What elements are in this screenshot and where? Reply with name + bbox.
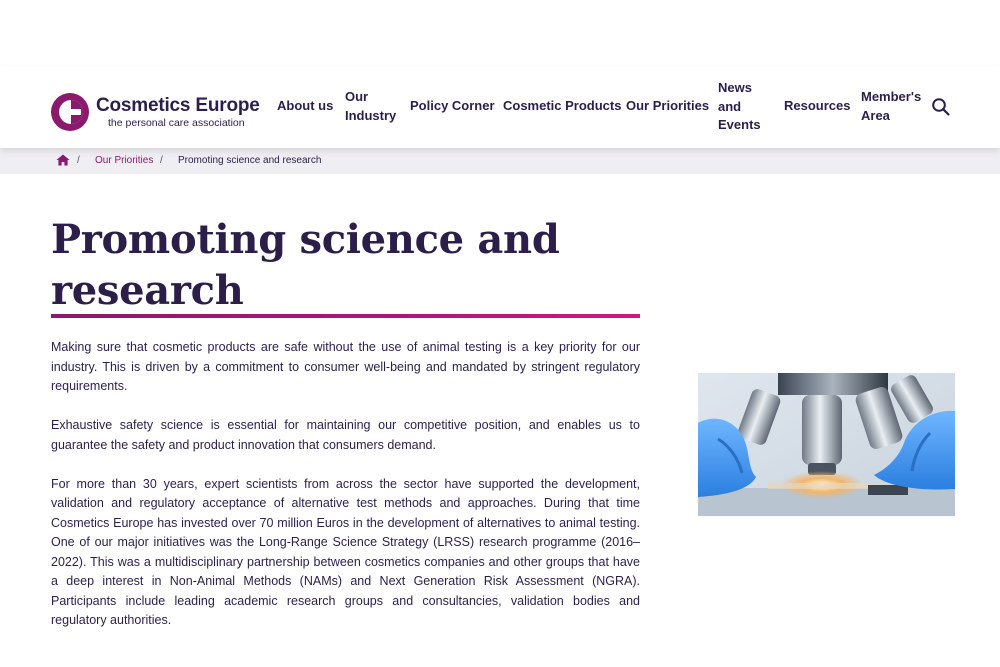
- nav-about-us[interactable]: [277, 97, 333, 116]
- page-title: [51, 214, 651, 316]
- logo-name: Cosmetics Europe: [96, 95, 260, 116]
- logo-tagline: the personal care association: [108, 117, 245, 129]
- cosmetics-europe-logo[interactable]: [50, 92, 260, 132]
- logo-mark-icon: [50, 92, 90, 132]
- nav-our-industry-line2: Industry: [345, 107, 397, 123]
- article-body: [51, 338, 640, 627]
- breadcrumb-current-page: Promoting science and research: [178, 155, 322, 166]
- nav-policy-corner-label: Policy Corner: [410, 98, 495, 113]
- nav-our-priorities-label: Our Priorities: [626, 98, 710, 113]
- nav-about-us-label: About us: [277, 98, 334, 113]
- title-underline-divider: [51, 314, 640, 318]
- breadcrumb: [0, 148, 1000, 174]
- nav-policy-corner[interactable]: [410, 97, 495, 116]
- breadcrumb-our-priorities-link[interactable]: Our Priorities: [95, 155, 154, 166]
- nav-cosmetic-products[interactable]: [503, 97, 621, 116]
- page-title-line1: Promoting science and: [51, 216, 560, 263]
- microscope-image: [698, 373, 955, 516]
- search-icon: [931, 97, 951, 117]
- nav-cosmetic-products-label: Cosmetic Products: [503, 98, 622, 113]
- nav-news-and-events[interactable]: [718, 79, 761, 135]
- breadcrumb-separator: /: [160, 155, 163, 166]
- home-icon: [56, 154, 70, 166]
- nav-our-industry[interactable]: [345, 88, 396, 125]
- nav-resources[interactable]: [784, 97, 850, 116]
- nav-our-industry-line1: Our: [345, 89, 369, 104]
- nav-news-line1: News: [718, 80, 752, 95]
- nav-members-line2: Area: [861, 107, 890, 123]
- nav-our-priorities[interactable]: [626, 97, 709, 116]
- paragraph-safety-science: Exhaustive safety science is essential for maintaining our competitive position, and enables us to guarantee the safety and product innovation that consumers demand.: [51, 418, 640, 452]
- nav-members-line1: Member's: [861, 89, 922, 104]
- nav-members-area[interactable]: [861, 88, 921, 125]
- microscope-photo: [698, 373, 955, 516]
- nav-news-line3: Events: [718, 117, 761, 132]
- paragraph-intro: Making sure that cosmetic products are safe without the use of animal testing is a key priority for our industry. This is driven by a commitment to consumer well-being and mandated by stringent regulatory requirements.: [51, 340, 640, 393]
- search-button[interactable]: [931, 97, 951, 117]
- breadcrumb-home-link[interactable]: [56, 154, 70, 166]
- paragraph-history: For more than 30 years, expert scientists from across the sector have supported the development, validation and regulatory acceptance of alternative test methods and approaches. During that time Cosmetics Europe has invested over 70 million Euros in the development of alternatives to animal testing. One of our major initiatives was the Long-Range Science Strategy (LRSS) research programme (2016–2022). This was a multidisciplinary partnership between cosmetics companies and other groups that have a deep interest in Non-Animal Methods (NAMs) and Next Generation Risk Assessment (NGRA). Participants include leading academic research groups and consultancies, validation bodies and regulatory authorities.: [51, 476, 640, 627]
- site-header: [0, 66, 1000, 148]
- nav-resources-label: Resources: [784, 98, 851, 113]
- breadcrumb-separator: /: [77, 155, 80, 166]
- nav-news-line2: and: [718, 98, 742, 114]
- page-title-line2: research: [51, 267, 244, 314]
